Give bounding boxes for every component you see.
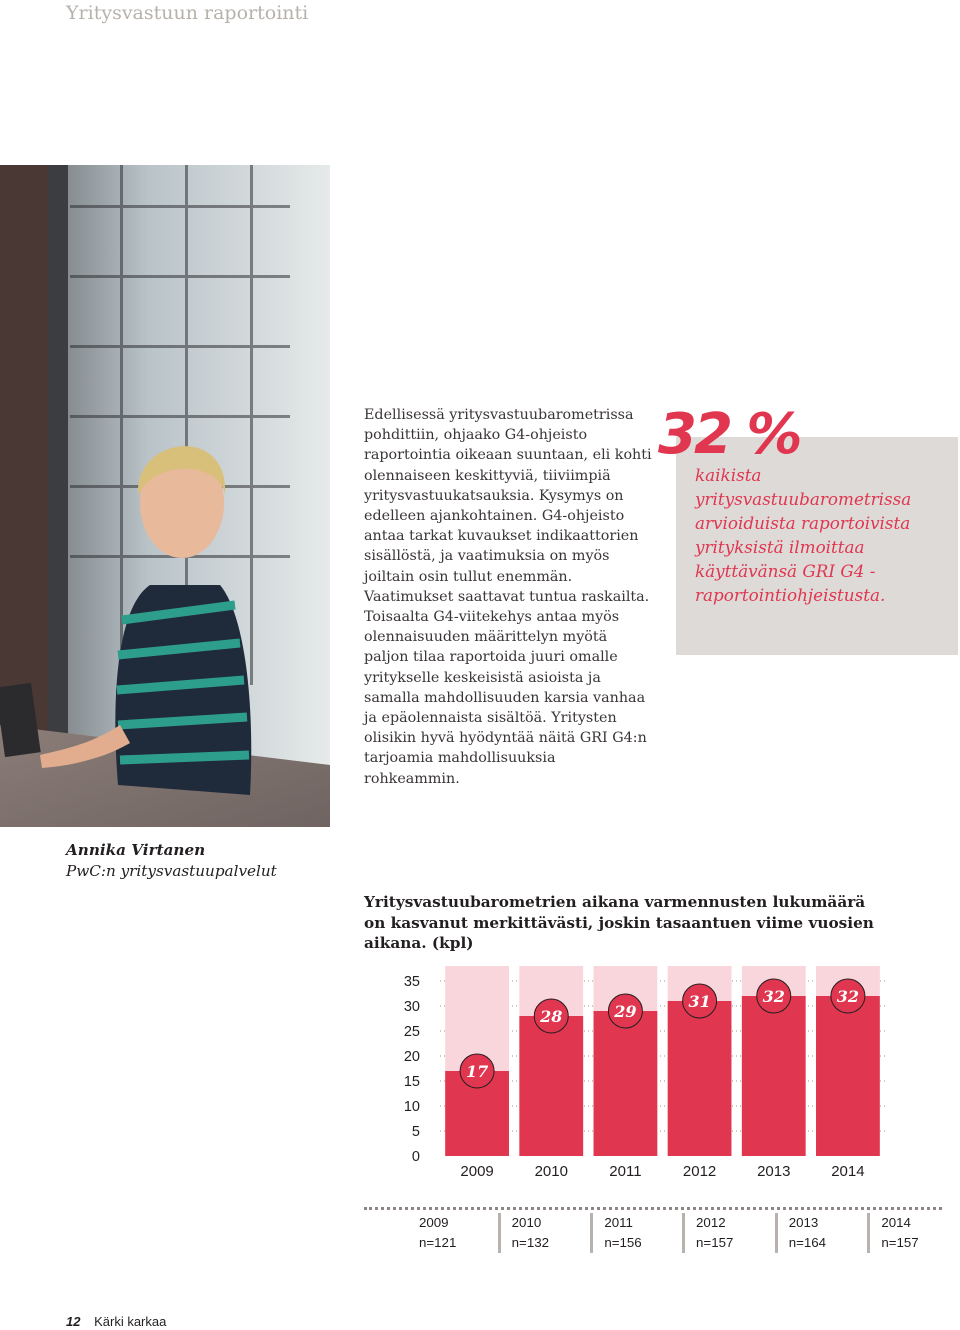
- caption-role: PwC:n yritysvastuupalvelut: [66, 862, 277, 880]
- chart-title: Yritysvastuubarometrien aikana varmennusten lukumäärä on kasvanut merkittävästi, joskin tasaantuen viime vuosien aikana. (kpl): [364, 893, 874, 952]
- data-label: 28: [540, 1007, 563, 1026]
- legend-item: 2009 n=121: [419, 1215, 457, 1250]
- legend-item: 2010 n=132: [498, 1213, 591, 1253]
- bar: [742, 996, 806, 1156]
- bar: [594, 1011, 658, 1156]
- body-paragraph-text: Edellisessä yritysvastuubarometrissa pohdittiin, ohjaako G4-ohjeisto raportointia oikeaan suuntaan, eli kohti olennaiseen keskittyviä, tiiviimpiä yritysvastuukatsauksia. Kysymys on edelleen ajankohtainen. G4-ohjeisto antaa tarkat kuvaukset indikaattorien sisällöstä, ja vaatimuksia on myös joiltain osin tullut enemmän. Vaatimukset saattavat tuntua raskailta. Toisaalta G4-viitekehys antaa myös olennaisuuden määrittelyn myötä paljon tilaa raportoida juuri omalle yritykselle keskeisistä asioista ja samalla mahdollisuuden karsia vanhaa ja epäolennaista sisältöä. Yritysten olisikin hyvä hyödyntää näitä GRI G4:n tarjoamia mahdollisuuksia rohkeammin.: [364, 407, 652, 787]
- x-tick-label: 2012: [682, 1163, 717, 1180]
- y-tick-label: 0: [411, 1149, 420, 1165]
- stat-number: 32 %: [658, 402, 800, 467]
- data-label: 17: [465, 1062, 489, 1081]
- page-header-title: Yritysvastuun raportointi: [66, 2, 309, 24]
- sample-size-legend: [408, 1213, 960, 1253]
- bar-chart: [380, 960, 900, 1185]
- x-tick-label: 2010: [534, 1163, 568, 1180]
- bar: [668, 1001, 732, 1156]
- x-tick-label: 2009: [460, 1163, 494, 1180]
- x-tick-label: 2013: [757, 1163, 791, 1180]
- x-tick-label: 2011: [609, 1163, 642, 1180]
- y-tick-label: 5: [411, 1124, 420, 1140]
- legend-item: 2012 n=157: [682, 1213, 775, 1253]
- y-tick-label: 35: [403, 974, 420, 990]
- legend-divider: [364, 1207, 942, 1210]
- publication-name: Kärki karkaa: [94, 1314, 167, 1329]
- page-number: 12: [66, 1314, 81, 1329]
- y-tick-label: 10: [403, 1099, 420, 1115]
- y-tick-label: 30: [403, 999, 420, 1015]
- bar-chart-svg: [380, 960, 900, 1185]
- data-label: 31: [688, 992, 711, 1011]
- portrait-photo: [0, 165, 330, 827]
- bar: [519, 1016, 583, 1156]
- y-tick-label: 15: [403, 1074, 420, 1090]
- data-label: 29: [614, 1002, 637, 1021]
- data-label: 32: [836, 987, 860, 1006]
- legend-item: 2011 n=156: [590, 1213, 682, 1253]
- caption-name: Annika Virtanen: [66, 841, 206, 859]
- photo-caption: [66, 840, 277, 882]
- legend-item: 2013 n=164: [775, 1213, 868, 1253]
- stat-text: kaikista yritysvastuubarometrissa arvioiduista raportoivista yrityksistä ilmoittaa käyttävänsä GRI G4 -raportointiohjeistusta.: [695, 465, 912, 605]
- x-tick-label: 2014: [831, 1163, 865, 1180]
- y-tick-label: 25: [403, 1024, 420, 1040]
- data-label: 32: [762, 987, 785, 1006]
- bar: [816, 996, 880, 1156]
- y-tick-label: 20: [403, 1049, 420, 1065]
- legend-item: 2014 n=157: [867, 1213, 960, 1253]
- body-paragraph: [364, 405, 654, 789]
- page-footer: [66, 1314, 166, 1329]
